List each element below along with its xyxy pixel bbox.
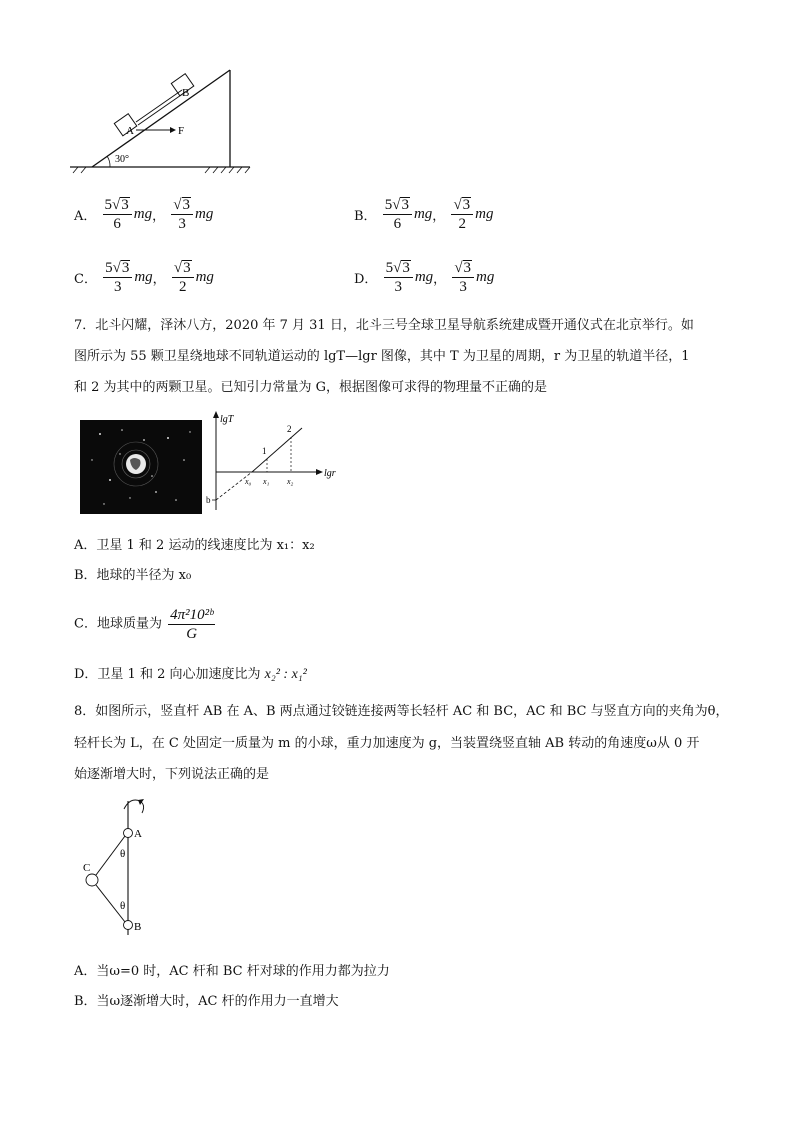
- option-q8-a[interactable]: A．当ω=0 时，AC 杆和 BC 杆对球的作用力都为拉力: [74, 964, 390, 979]
- q7-line-3: 和 2 为其中的两颗卫星。已知引力常量为 G，根据图像可求得的物理量不正确的是: [74, 380, 548, 395]
- label-a: A: [134, 828, 142, 840]
- option-q6-a[interactable]: A． $\frac{5√3}{6}$ mg， $\frac{√3}{3}$ mg: [74, 197, 214, 232]
- option-q6-c[interactable]: C． $\frac{5√3}{3}$ mg， $\frac{√3}{2}$ mg: [74, 260, 214, 295]
- x2-label: x₂: [287, 477, 294, 486]
- label-c: C: [83, 862, 91, 874]
- label-f: F: [178, 125, 185, 137]
- q7-line-1: 7．北斗闪耀，泽沐八方，2020 年 7 月 31 日，北斗三号全球卫星导航系统建成暨开通仪式在北京举行。如: [74, 318, 694, 333]
- satellite-photo: [80, 420, 202, 514]
- point-2-label: 2: [287, 424, 292, 434]
- option-q7-c[interactable]: C．地球质量为 $\frac{\text{4π²10²ᵇ}}{G}$: [74, 607, 214, 642]
- option-q8-b[interactable]: B．当ω逐渐增大时，AC 杆的作用力一直增大: [74, 994, 339, 1009]
- label-a: A: [126, 125, 134, 137]
- option-q7-a[interactable]: A．卫星 1 和 2 运动的线速度比为 x₁：x₂: [74, 538, 315, 553]
- x-axis-label: lgr: [324, 468, 336, 479]
- label-angle: 30°: [115, 154, 129, 165]
- q8-line-2: 轻杆长为 L，在 C 处固定一质量为 m 的小球，重力加速度为 g，当装置绕竖直轴 AB 转动的角速度ω从 0 开: [74, 736, 700, 751]
- label-b: B: [134, 921, 142, 933]
- y-axis-label: lgT: [220, 414, 234, 425]
- x1-label: x₁: [263, 477, 270, 486]
- rod-rotation-figure: [80, 795, 170, 940]
- q8-line-1: 8．如图所示，竖直杆 AB 在 A、B 两点通过铰链连接两等长轻杆 AC 和 BC，AC 和 BC 与竖直方向的夹角为θ，: [74, 704, 729, 719]
- q8-line-3: 始逐渐增大时，下列说法正确的是: [74, 767, 270, 782]
- label-b: B: [182, 87, 190, 99]
- option-q6-b[interactable]: B． $\frac{5√3}{6}$ mg， $\frac{√3}{2}$ mg: [354, 197, 494, 232]
- option-q6-d[interactable]: D． $\frac{5√3}{3}$ mg， $\frac{√3}{3}$ mg: [354, 260, 495, 295]
- incline-figure: [70, 62, 260, 182]
- b-label: b: [206, 495, 211, 505]
- point-1-label: 1: [262, 446, 267, 456]
- theta-bottom: θ: [120, 900, 126, 912]
- x0-label: x₀: [245, 477, 252, 486]
- lgt-lgr-graph: [202, 410, 352, 520]
- theta-top: θ: [120, 848, 126, 860]
- option-q7-b[interactable]: B．地球的半径为 x₀: [74, 568, 192, 583]
- q7-line-2: 图所示为 55 颗卫星绕地球不同轨道运动的 lgT—lgr 图像，其中 T 为卫星的周期，r 为卫星的轨道半径，1: [74, 349, 690, 364]
- option-q7-d[interactable]: D．卫星 1 和 2 向心加速度比为 x₂² : x₁²: [74, 667, 307, 682]
